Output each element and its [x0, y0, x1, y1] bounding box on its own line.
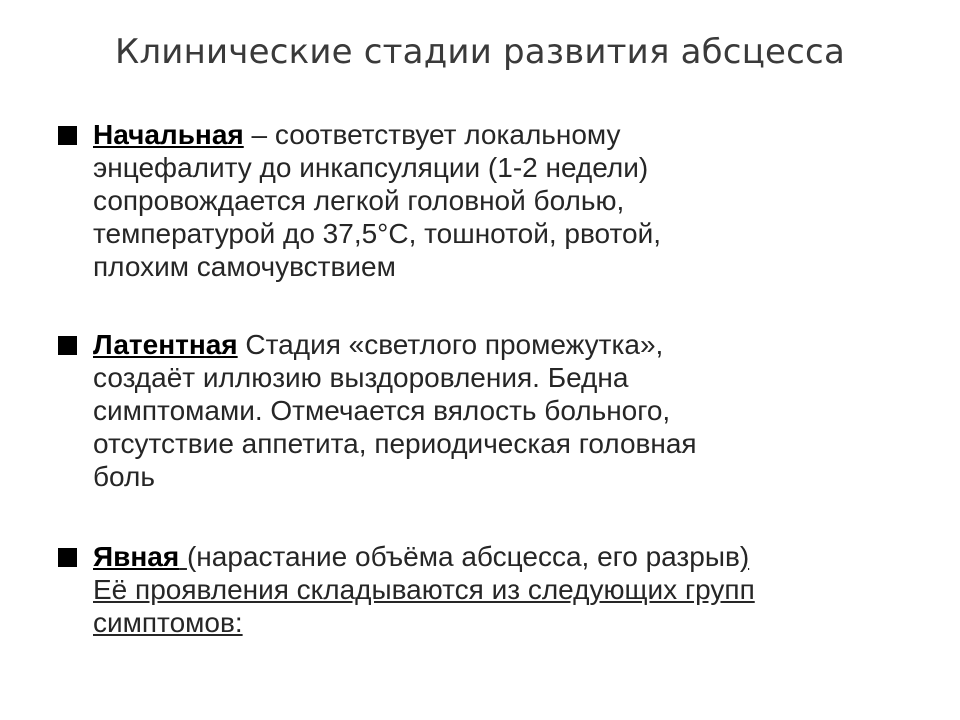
stage-spacer	[179, 541, 187, 572]
stage-description-line: создаёт иллюзию выздоровления. Бедна	[93, 362, 629, 393]
stage-description-line: плохим самочувствием	[93, 251, 396, 282]
stage-description-line: Стадия «светлого промежутка»,	[237, 329, 664, 360]
stage-text	[93, 328, 923, 493]
stage-description-line: сопровождается легкой головной болью,	[93, 185, 625, 216]
stage-description-line: энцефалиту до инкапсуляции (1-2 недели)	[93, 152, 649, 183]
stage-text	[93, 118, 923, 283]
stage-description-line: симптомов:	[93, 607, 243, 638]
square-bullet-icon	[58, 548, 77, 567]
stage-text	[93, 540, 923, 639]
stage-paren-text: (нарастание объёма абсцесса, его разрыв	[186, 541, 740, 572]
slide-title: Клинические стадии развития абсцесса	[115, 32, 845, 72]
square-bullet-icon	[58, 336, 77, 355]
stage-description-line: – соответствует локальному	[243, 119, 621, 150]
stage-name: Начальная	[93, 119, 244, 150]
stage-paren-close: )	[739, 541, 750, 572]
stage-name: Явная	[93, 541, 180, 572]
stage-description-line: симптомами. Отмечается вялость больного,	[93, 395, 671, 426]
stage-description-line: боль	[93, 461, 155, 492]
stage-description-line: Её проявления складываются из следующих групп	[93, 574, 755, 605]
square-bullet-icon	[58, 126, 77, 145]
stage-description-line: отсутствие аппетита, периодическая головная	[93, 428, 697, 459]
stage-description-line: температурой до 37,5°С, тошнотой, рвотой,	[93, 218, 661, 249]
stage-name: Латентная	[93, 329, 238, 360]
